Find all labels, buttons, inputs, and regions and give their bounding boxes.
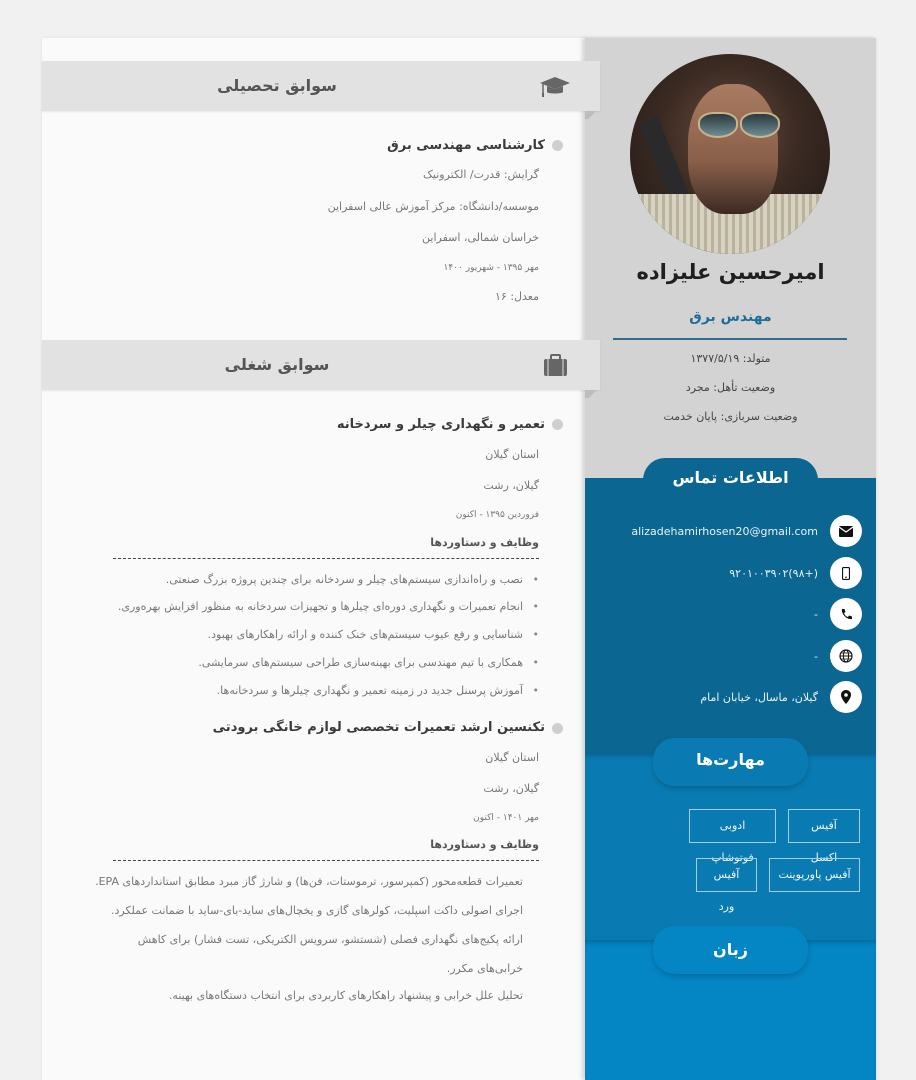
duty-item: • آموزش پرسنل جدید در زمینه تعمیر و نگهداری چیلرها و سردخانه‌ها.: [217, 684, 523, 697]
location-pin-icon: [830, 681, 862, 713]
job-province: استان گیلان: [485, 448, 539, 461]
skill-tag: ادوبی فوتوشاپ: [689, 809, 776, 843]
graduation-cap-icon: [539, 75, 571, 99]
duty-item: • همکاری با تیم مهندسی برای بهینه‌سازی طراحی سیستم‌های سرمایشی.: [198, 656, 523, 669]
envelope-icon: [830, 515, 862, 547]
job-duties-label: وظایف و دستاوردها: [430, 838, 539, 851]
profile-sidebar: [585, 38, 876, 1080]
skills-section: [585, 750, 876, 940]
education-title: سوابق تحصیلی: [217, 76, 337, 95]
profile-name: امیرحسین علیزاده: [636, 260, 825, 284]
education-period: مهر ۱۳۹۵ - شهریور ۱۴۰۰: [443, 263, 539, 273]
mobile-icon: [830, 557, 862, 589]
work-title: سوابق شغلی: [224, 355, 330, 374]
duty-item: • انجام تعمیرات و نگهداری دوره‌ای چیلرها و تجهیزات سردخانه به منظور افزایش بهره‌وری.: [118, 600, 523, 613]
job-province: استان گیلان: [485, 751, 539, 764]
education-institute: موسسه/دانشگاه: مرکز آموزش عالی اسفراین: [327, 200, 539, 213]
contact-phone[interactable]: [592, 597, 862, 631]
work-header: [42, 340, 600, 390]
military-status: وضعیت سربازی: پایان خدمت: [663, 410, 798, 423]
email-value[interactable]: alizadehamirhosen20@gmail.com: [631, 524, 818, 538]
education-field: گرایش: قدرت/ الکترونیک: [423, 168, 539, 181]
job-city: گیلان، رشت: [483, 479, 539, 492]
duties-divider: [113, 860, 539, 861]
education-location: خراسان شمالی، اسفراین: [422, 231, 539, 244]
duty-item: اجرای اصولی داکت اسپلیت، کولرهای گازی و یخچال‌های ساید-بای-ساید با ضمانت عملکرد.: [110, 904, 523, 917]
duty-item: ارائه پکیج‌های نگهداری فصلی (شستشو، سرویس الکتریکی، تست فشار) برای کاهش: [137, 933, 523, 946]
skills-section-title: مهارت‌ها: [653, 738, 808, 786]
phone-icon: [830, 598, 862, 630]
job-period: مهر ۱۴۰۱ - اکنون: [473, 813, 539, 823]
skill-tag: آفیس پاورپوینت: [769, 858, 860, 892]
skill-tag: آفیس اکسل: [788, 809, 860, 843]
job-city: گیلان، رشت: [483, 782, 539, 795]
avatar: [630, 54, 830, 254]
mobile-value[interactable]: (+۹۸)۹۲۰۱۰۰۳۹۰۲: [729, 566, 818, 580]
education-header: [42, 61, 600, 111]
duty-item: خرابی‌های مکرر.: [446, 962, 523, 975]
languages-section-title: زبان: [653, 926, 808, 974]
job-title: تعمیر و نگهداری چیلر و سردخانه: [336, 417, 545, 432]
duty-item: تحلیل علل خرابی و پیشنهاد راهکارهای کاربردی برای انتخاب دستگاه‌های بهینه.: [168, 989, 523, 1002]
duty-item: • نصب و راه‌اندازی سیستم‌های چیلر و سردخانه برای چندین پروژه بزرگ صنعتی.: [166, 573, 523, 586]
skill-tag: آفیس ورد: [696, 858, 757, 892]
languages-section: [585, 940, 876, 1080]
timeline-dot: [552, 723, 563, 734]
briefcase-icon: [539, 354, 571, 378]
marital-status: وضعیت تأهل: مجرد: [685, 381, 776, 394]
job-duties-label: وظایف و دستاوردها: [430, 536, 539, 549]
birth-date: متولد: ۱۳۷۷/۵/۱۹: [690, 352, 771, 365]
timeline-dot: [552, 419, 563, 430]
globe-icon: [830, 640, 862, 672]
contact-website[interactable]: [592, 639, 862, 673]
timeline-dot: [552, 140, 563, 151]
duty-item: تعمیرات قطعه‌محور (کمپرسور، ترموستات، فن‌ها) و شارژ گاز مبرد مطابق استانداردهای EPA.: [95, 875, 523, 888]
contact-email[interactable]: [592, 514, 862, 548]
education-degree: کارشناسی مهندسی برق: [387, 138, 545, 153]
address-value[interactable]: گیلان، ماسال، خیابان امام: [700, 690, 818, 704]
duty-item: • شناسایی و رفع عیوب سیستم‌های خنک کننده و ارائه راهکارهای بهبود.: [208, 628, 523, 641]
contact-mobile[interactable]: [592, 556, 862, 590]
contact-address[interactable]: [592, 680, 862, 714]
profile-job-title: مهندس برق: [689, 309, 772, 325]
website-value[interactable]: -: [814, 649, 818, 663]
contact-section: [585, 468, 876, 753]
phone-value[interactable]: -: [814, 607, 818, 621]
contact-section-title: اطلاعات تماس: [643, 458, 818, 498]
duties-divider: [113, 558, 539, 559]
education-gpa: معدل: ۱۶: [495, 290, 539, 303]
job-period: فروردین ۱۳۹۵ - اکنون: [455, 510, 539, 520]
title-divider: [613, 338, 847, 340]
job-title: تکنسین ارشد تعمیرات تخصصی لوازم خانگی برودتی: [212, 720, 545, 735]
